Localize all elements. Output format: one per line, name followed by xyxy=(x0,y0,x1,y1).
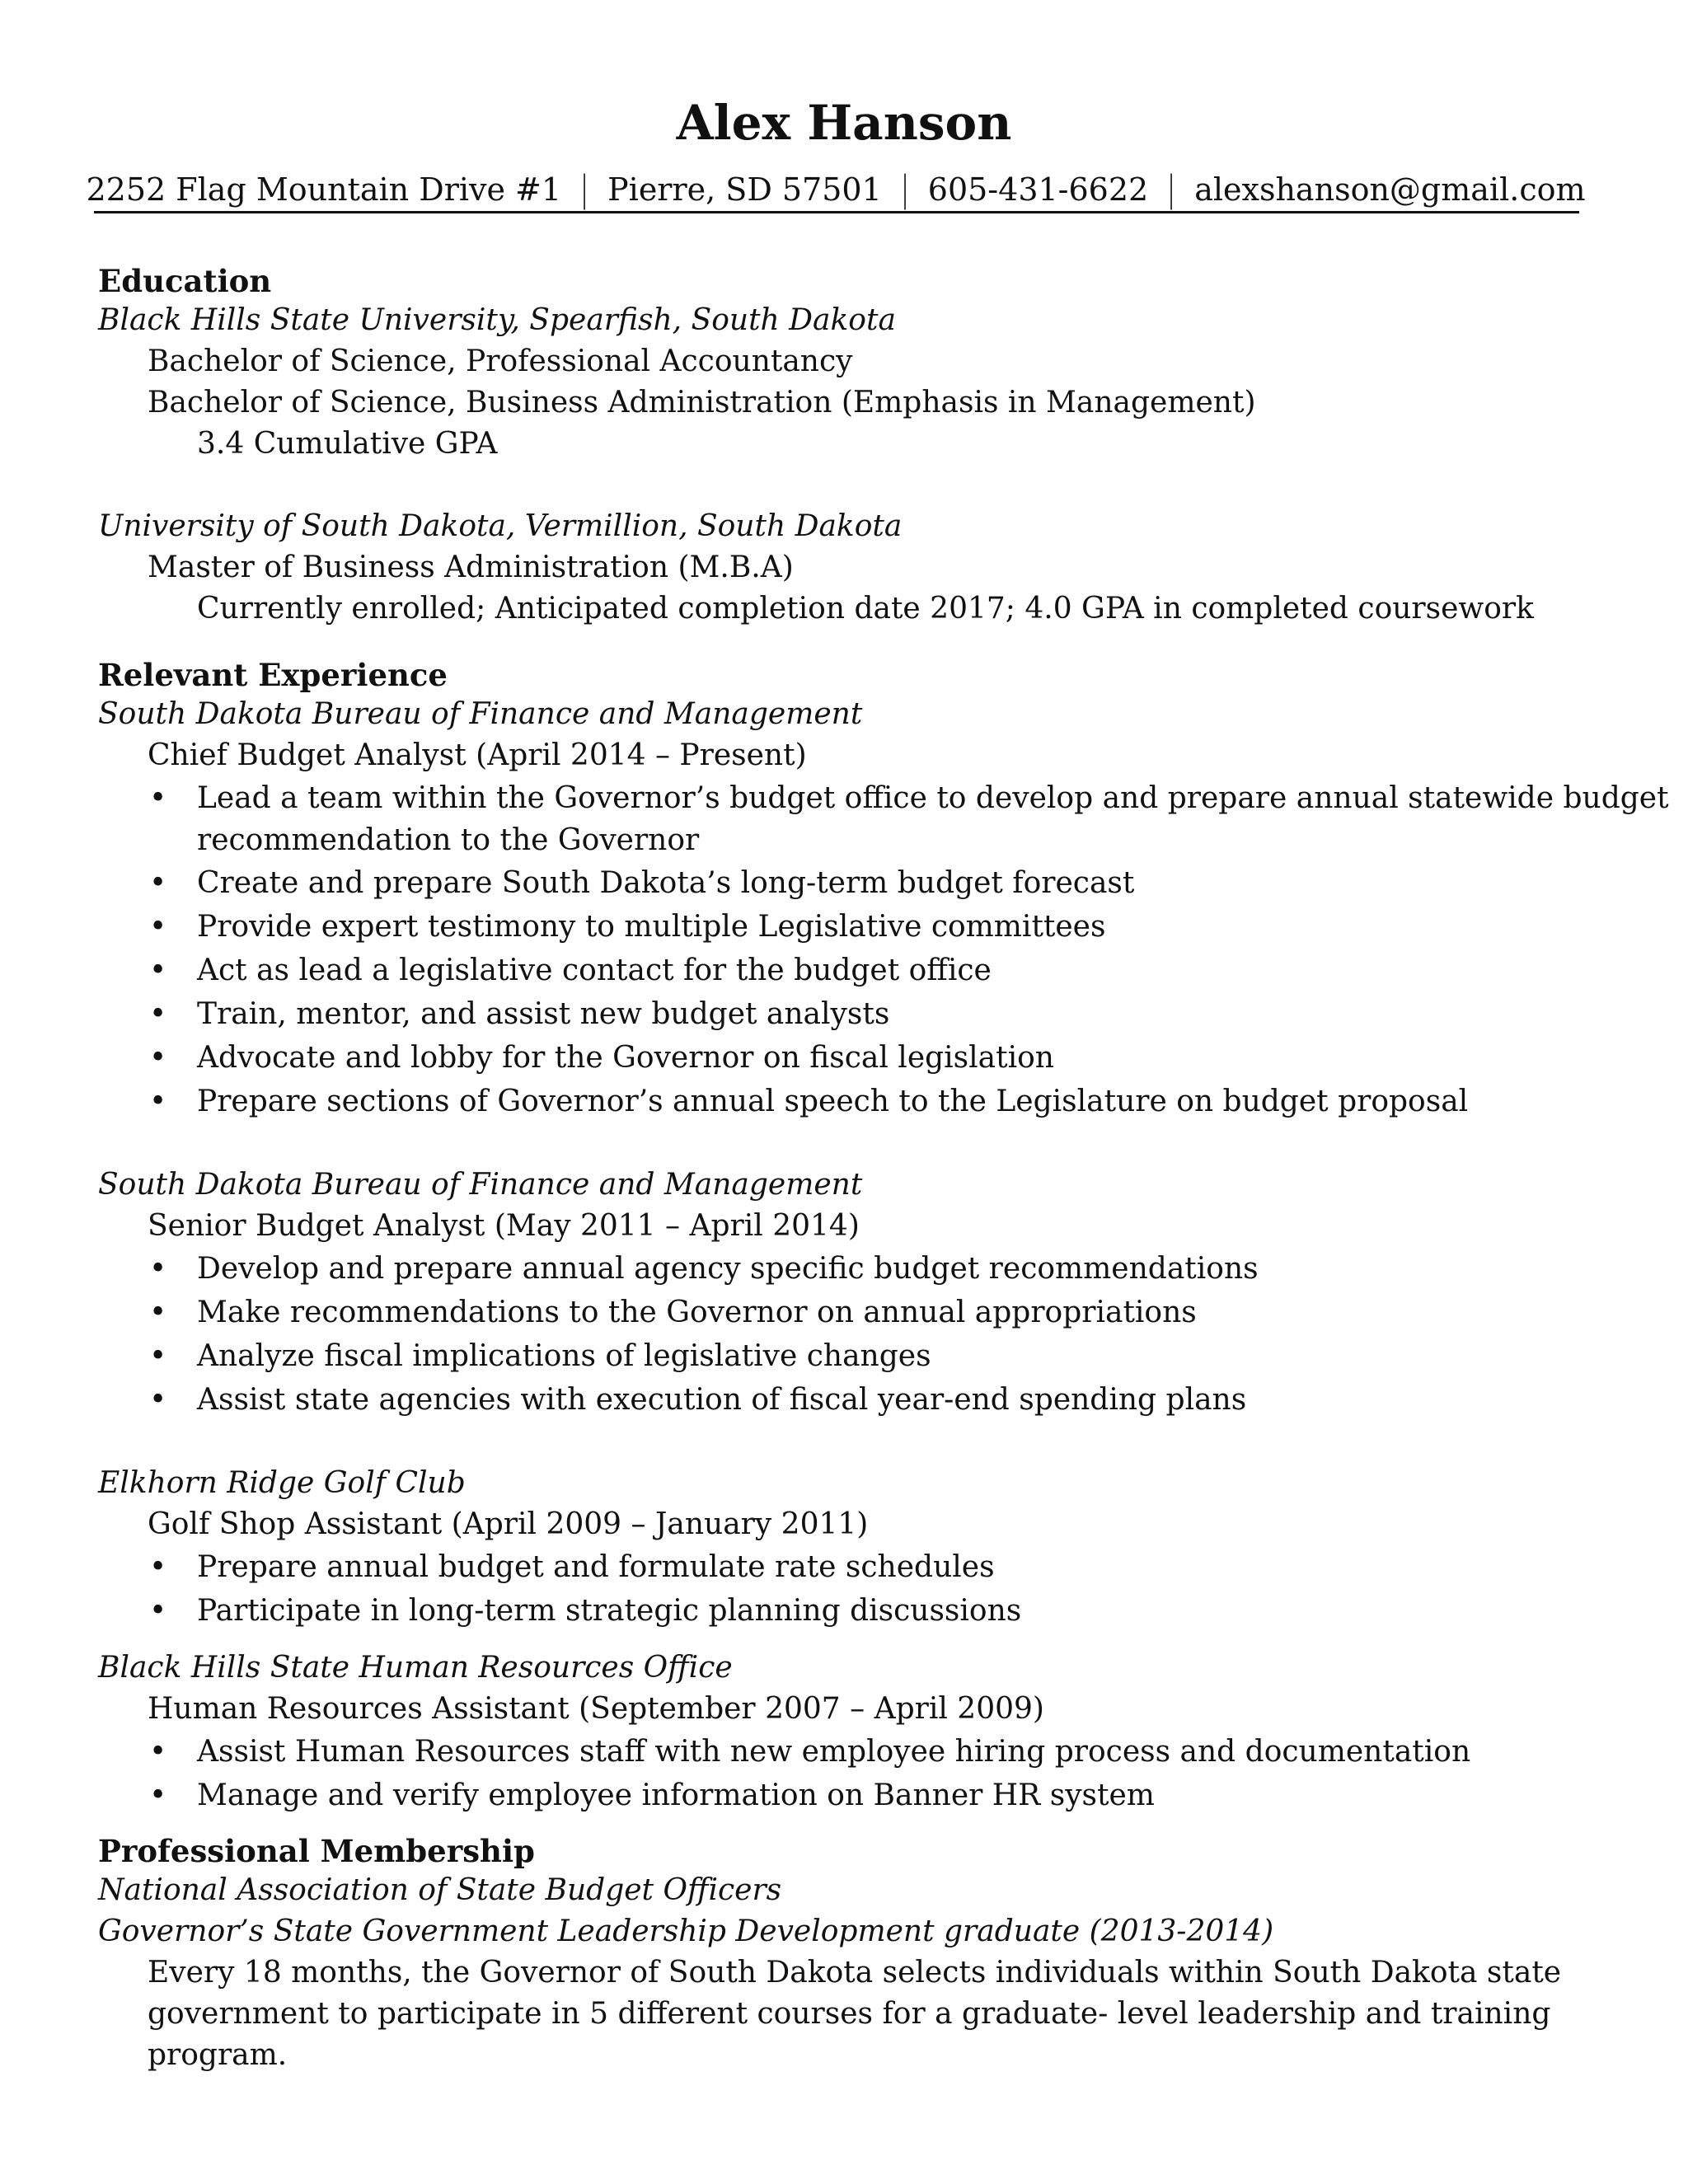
list-item: • Make recommendations to the Governor on annual appropriations xyxy=(98,1291,1582,1334)
bullet-icon: • xyxy=(149,1339,167,1373)
bullet-icon: • xyxy=(149,1085,167,1118)
contact-email: alexshanson@gmail.com xyxy=(1194,171,1586,208)
job-title: Human Resources Assistant (September 2007 – April 2009) xyxy=(148,1692,1044,1726)
bullet-icon: • xyxy=(149,1296,167,1329)
membership-description xyxy=(98,1952,1582,2076)
employer-name: Elkhorn Ridge Golf Club xyxy=(98,1466,466,1500)
bullet-icon: • xyxy=(149,1594,167,1628)
list-item: • Act as lead a legislative contact for the budget office xyxy=(98,949,1582,992)
school-name: Black Hills State University, Spearfish, South Dakota xyxy=(98,303,896,337)
contact-line xyxy=(86,168,1586,210)
spacer xyxy=(98,630,1582,656)
job-title: Senior Budget Analyst (May 2011 – April 2014) xyxy=(148,1209,860,1243)
job-title: Golf Shop Assistant (April 2009 – January 2011) xyxy=(148,1507,869,1541)
spacer xyxy=(98,465,1582,506)
employer-name: South Dakota Bureau of Finance and Management xyxy=(98,1168,863,1202)
membership-heading: Professional Membership xyxy=(98,1833,535,1869)
separator: | xyxy=(582,168,587,210)
bullet-list xyxy=(98,1730,1582,1817)
experience-heading: Relevant Experience xyxy=(98,657,448,693)
bullet-icon: • xyxy=(149,1383,167,1417)
list-item: • Provide expert testimony to multiple Legislative committees xyxy=(98,905,1582,949)
job-title: Chief Budget Analyst (April 2014 – Present) xyxy=(148,738,807,772)
list-item: • Participate in long-term strategic planning discussions xyxy=(98,1589,1582,1633)
header-rule xyxy=(94,211,1579,213)
bullet-icon: • xyxy=(149,954,167,987)
employer-name: South Dakota Bureau of Finance and Management xyxy=(98,697,863,731)
spacer xyxy=(98,1633,1582,1647)
contact-phone: 605-431-6622 xyxy=(927,171,1149,208)
school-note: 3.4 Cumulative GPA xyxy=(197,427,498,461)
list-item: • Prepare sections of Governor’s annual speech to the Legislature on budget proposal xyxy=(98,1080,1582,1123)
education-heading: Education xyxy=(98,263,272,299)
list-item: • Assist Human Resources staff with new employee hiring process and documentation xyxy=(98,1730,1582,1774)
list-item: • Analyze fiscal implications of legislative changes xyxy=(98,1334,1582,1378)
degree: Bachelor of Science, Business Administration (Emphasis in Management) xyxy=(148,386,1256,419)
bullet-list xyxy=(98,1247,1582,1422)
list-item: • Lead a team within the Governor’s budget office to develop and prepare annual statewide budget recommendation to the Governor xyxy=(98,776,1582,861)
membership-item: National Association of State Budget Officers xyxy=(98,1873,782,1907)
separator: | xyxy=(902,168,907,210)
membership-item: Governor’s State Government Leadership Development graduate (2013-2014) xyxy=(98,1915,1274,1948)
bullet-icon: • xyxy=(149,1252,167,1286)
contact-city: Pierre, SD 57501 xyxy=(607,171,882,208)
employer-name: Black Hills State Human Resources Office xyxy=(98,1651,733,1685)
bullet-icon: • xyxy=(149,1779,167,1812)
list-item: • Advocate and lobby for the Governor on fiscal legislation xyxy=(98,1036,1582,1080)
school-note: Currently enrolled; Anticipated completion date 2017; 4.0 GPA in completed coursework xyxy=(197,592,1534,626)
description-line: Every 18 months, the Governor of South Dakota selects individuals within South Dakota state xyxy=(148,1956,1562,1990)
degree: Bachelor of Science, Professional Accountancy xyxy=(148,344,853,378)
list-item: • Assist state agencies with execution of fiscal year-end spending plans xyxy=(98,1378,1582,1422)
separator: | xyxy=(1169,168,1175,210)
bullet-icon: • xyxy=(149,1041,167,1075)
bullet-icon: • xyxy=(149,997,167,1031)
bullet-icon: • xyxy=(149,866,167,900)
spacer xyxy=(98,1123,1582,1165)
bullet-icon: • xyxy=(149,910,167,944)
list-item: • Develop and prepare annual agency specific budget recommendations xyxy=(98,1247,1582,1291)
bullet-icon: • xyxy=(149,1735,167,1769)
bullet-continuation: recommendation to the Governor xyxy=(197,823,700,857)
resume-name: Alex Hanson xyxy=(676,95,1012,151)
degree: Master of Business Administration (M.B.A) xyxy=(148,551,794,584)
bullet-list xyxy=(98,1545,1582,1633)
spacer xyxy=(98,1817,1582,1832)
bullet-icon: • xyxy=(149,1550,167,1584)
bullet-list xyxy=(98,776,1669,1123)
resume-body xyxy=(98,262,1669,2076)
list-item: • Create and prepare South Dakota’s long-term budget forecast xyxy=(98,861,1582,905)
list-item: • Manage and verify employee information on Banner HR system xyxy=(98,1774,1582,1817)
list-item: • Train, mentor, and assist new budget analysts xyxy=(98,992,1582,1036)
contact-address: 2252 Flag Mountain Drive #1 xyxy=(86,171,562,208)
description-line: government to participate in 5 different courses for a graduate- level leadership and training program. xyxy=(148,1997,1551,2072)
list-item: • Prepare annual budget and formulate rate schedules xyxy=(98,1545,1582,1589)
spacer xyxy=(98,1422,1582,1463)
school-name: University of South Dakota, Vermillion, South Dakota xyxy=(98,509,903,543)
bullet-icon: • xyxy=(149,781,167,815)
